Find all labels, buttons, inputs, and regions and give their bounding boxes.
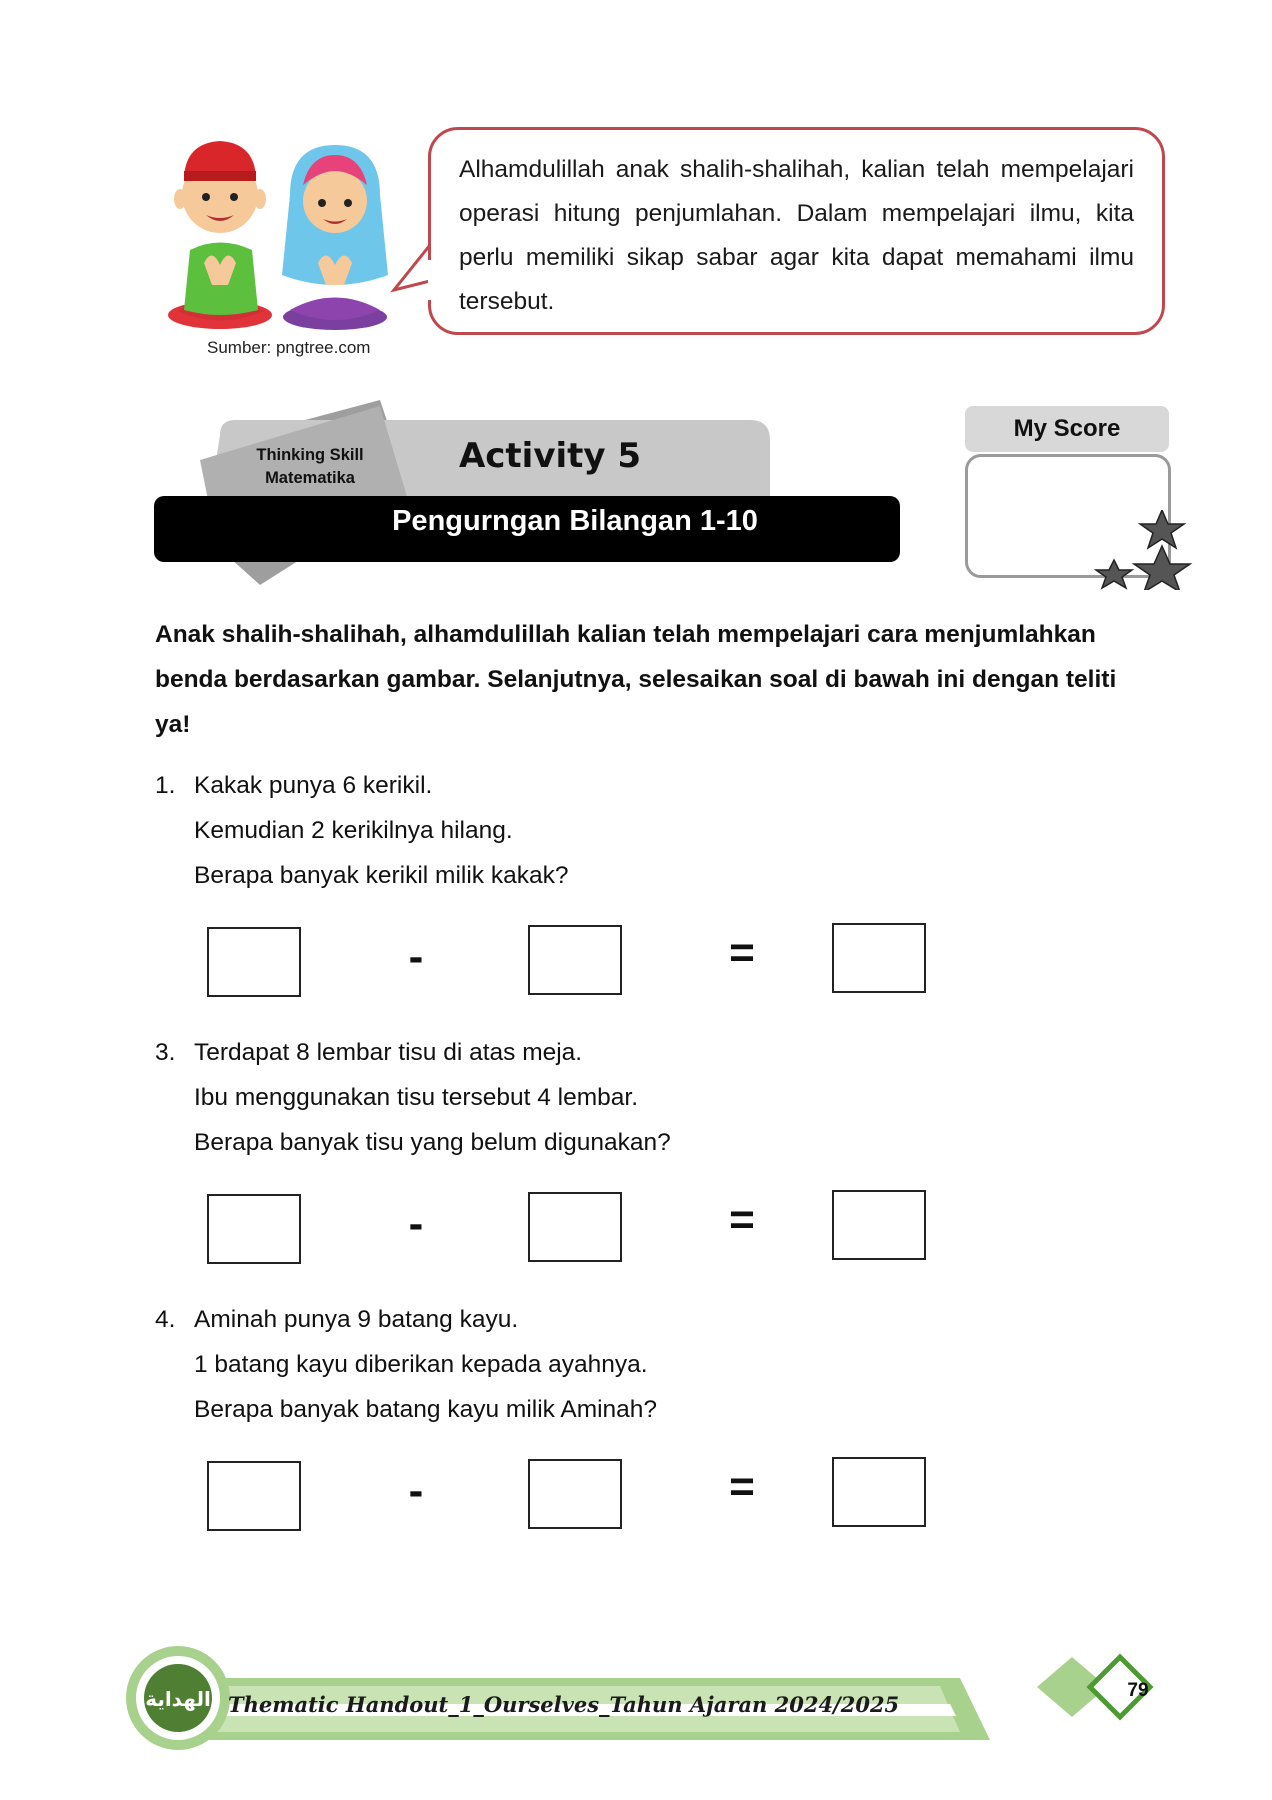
answer-box-operand-2[interactable] [528, 1192, 622, 1262]
answer-box-operand-1[interactable] [207, 1461, 301, 1531]
answer-box-operand-2[interactable] [528, 925, 622, 995]
question-4 [155, 1297, 955, 1432]
kids-praying-illustration [160, 135, 400, 335]
question-line: Kemudian 2 kerikilnya hilang. [194, 817, 513, 844]
question-number: 1. [155, 772, 176, 799]
question-line: Berapa banyak tisu yang belum digunakan? [194, 1129, 671, 1156]
activity-title: Activity 5 [458, 436, 642, 476]
skill-line-2: Matematika [265, 469, 355, 487]
question-number: 3. [155, 1039, 176, 1066]
my-score-label: My Score [965, 406, 1169, 452]
boy-figure [168, 141, 272, 329]
answer-box-result[interactable] [832, 1190, 926, 1260]
instructions-paragraph: Anak shalih-shalihah, alhamdulillah kalian telah mempelajari cara menjumlahkan benda berdasarkan gambar. Selanjutnya, selesaikan soal di bawah ini dengan teliti ya! [155, 621, 1117, 738]
answer-box-operand-2[interactable] [528, 1459, 622, 1529]
answer-box-result[interactable] [832, 1457, 926, 1527]
star-icon [1140, 510, 1184, 548]
answer-box-operand-1[interactable] [207, 1194, 301, 1264]
activity-subtitle: Pengurngan Bilangan 1-10 [392, 505, 758, 537]
stars-decoration [1080, 510, 1195, 590]
skill-line-1: Thinking Skill [256, 446, 364, 464]
question-1 [155, 763, 955, 898]
footer-title: Thematic Handout_1_Ourselves_Tahun Ajaran 2024/2025 [228, 1692, 900, 1717]
question-3 [155, 1030, 955, 1165]
equals-sign: = [729, 928, 755, 977]
star-icon [1134, 546, 1190, 590]
answer-box-result[interactable] [832, 923, 926, 993]
thinking-skill-label [230, 444, 390, 490]
speech-bubble [428, 127, 1165, 335]
speech-bubble-tail-cover [428, 260, 442, 300]
speech-bubble-text: Alhamdulillah anak shalih-shalihah, kalian telah mempelajari operasi hitung penjumlahan. Dalam mempelajari ilmu, kita perlu memiliki sikap sabar agar kita dapat memahami ilmu tersebut. [459, 156, 1134, 315]
answer-box-operand-1[interactable] [207, 927, 301, 997]
question-line: Terdapat 8 lembar tisu di atas meja. [194, 1039, 583, 1066]
minus-sign: - [408, 932, 424, 981]
girl-figure [282, 145, 388, 330]
question-line: Berapa banyak kerikil milik kakak? [194, 862, 569, 889]
activity-header-graphic [150, 400, 900, 590]
minus-sign: - [408, 1199, 424, 1248]
question-line: Kakak punya 6 kerikil. [194, 772, 433, 799]
footer-logo-text: الهداية [145, 1687, 211, 1711]
image-source-caption: Sumber: pngtree.com [207, 338, 371, 357]
question-number: 4. [155, 1306, 176, 1333]
minus-sign: - [408, 1466, 424, 1515]
equals-sign: = [729, 1462, 755, 1511]
question-line: Ibu menggunakan tisu tersebut 4 lembar. [194, 1084, 639, 1111]
star-icon [1096, 560, 1132, 588]
question-line: Aminah punya 9 batang kayu. [194, 1306, 519, 1333]
page-number: 79 [1127, 1680, 1149, 1701]
equals-sign: = [729, 1195, 755, 1244]
question-line: 1 batang kayu diberikan kepada ayahnya. [194, 1351, 648, 1378]
question-line: Berapa banyak batang kayu milik Aminah? [194, 1396, 658, 1423]
